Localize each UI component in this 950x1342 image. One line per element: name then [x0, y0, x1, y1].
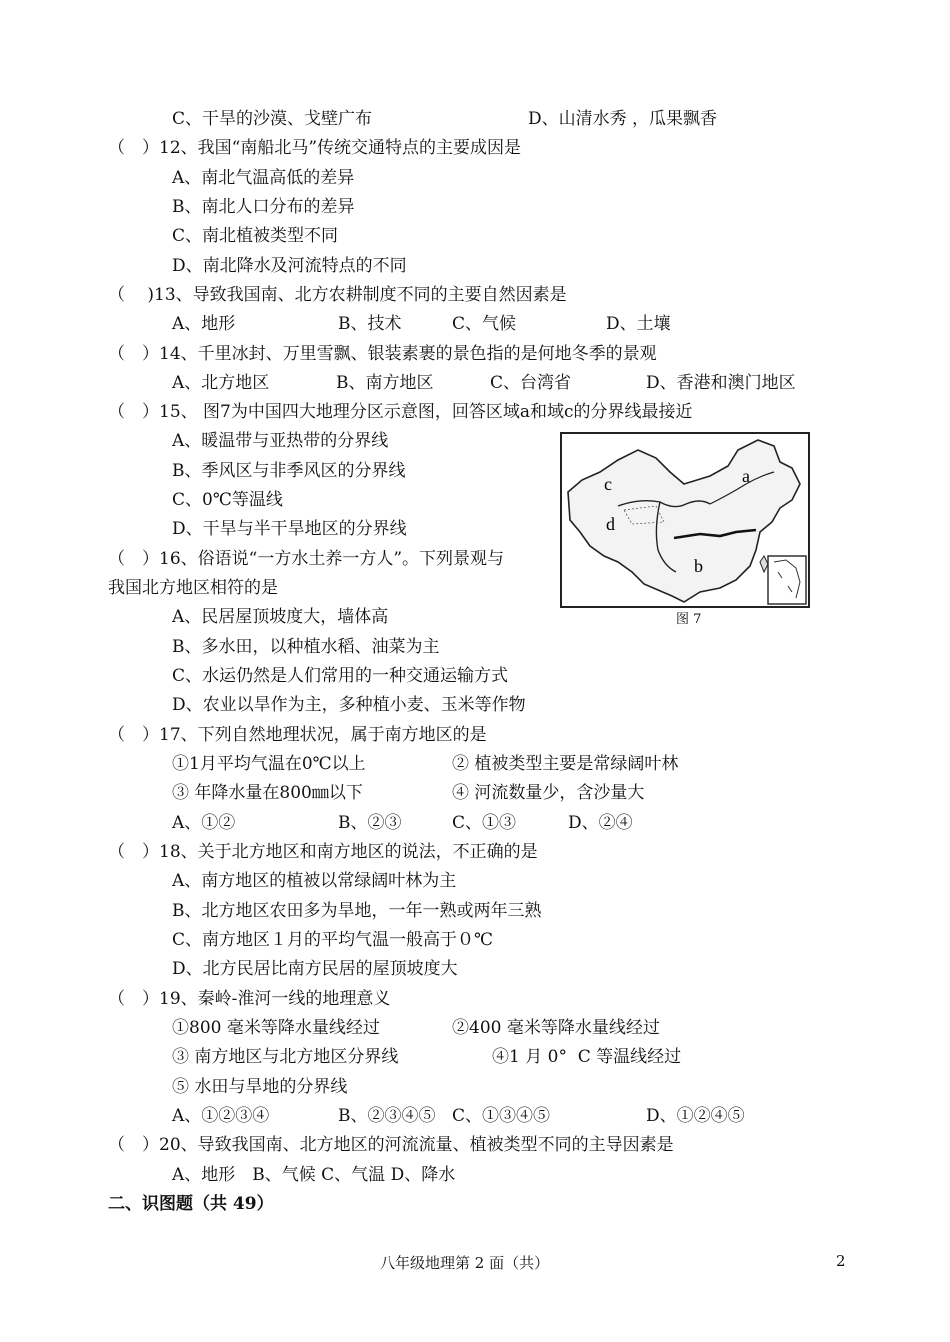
text-line: 我国北方地区相符的是: [108, 578, 278, 598]
text-line: D、农业以旱作为主，多种植小麦、玉米等作物: [172, 695, 526, 715]
map-caption: 图 7: [676, 612, 702, 627]
page-footer: 八年级地理第 2 面（共）: [380, 1254, 550, 1272]
text-line: A、南北气温高低的差异: [172, 168, 355, 188]
text-line: B、②③④⑤: [338, 1106, 436, 1126]
text-line: ①800 毫米等降水量线经过: [172, 1018, 380, 1038]
text-line: B、南北人口分布的差异: [172, 197, 355, 217]
text-line: （ ）16、俗语说“一方水土养一方人”。下列景观与: [108, 549, 505, 569]
map-label-d: d: [606, 514, 615, 534]
text-line: A、暖温带与亚热带的分界线: [172, 431, 389, 451]
text-line: D、北方民居比南方民居的屋顶坡度大: [172, 959, 458, 979]
section-heading: 二、识图题（共 49）: [108, 1194, 274, 1214]
text-line: B、季风区与非季风区的分界线: [172, 461, 406, 481]
text-line: A、地形: [172, 314, 236, 334]
text-line: （ ）20、导致我国南、北方地区的河流流量、植被类型不同的主导因素是: [108, 1135, 674, 1155]
text-line: ①1月平均气温在0℃以上: [172, 754, 366, 774]
text-line: ② 植被类型主要是常绿阔叶林: [452, 754, 679, 774]
map-label-c: c: [604, 474, 612, 494]
text-line: C、南北植被类型不同: [172, 226, 339, 246]
text-line: C、①③: [452, 813, 517, 833]
text-line: A、①②③④: [172, 1106, 270, 1126]
text-line: （ ）12、我国“南船北马”传统交通特点的主要成因是: [108, 138, 522, 158]
text-line: ③ 年降水量在800㎜以下: [172, 783, 363, 803]
text-line: A、北方地区: [172, 373, 270, 393]
text-line: （ ）17、下列自然地理状况，属于南方地区的是: [108, 725, 487, 745]
text-line: ④ 河流数量少，含沙量大: [452, 783, 645, 803]
text-line: C、①③④⑤: [452, 1106, 551, 1126]
text-line: ⑤ 水田与旱地的分界线: [172, 1077, 348, 1097]
text-line: （ )13、导致我国南、北方农耕制度不同的主要自然因素是: [108, 285, 567, 305]
map-label-b: b: [694, 556, 703, 576]
text-line: C、台湾省: [490, 373, 572, 393]
text-line: B、北方地区农田多为旱地，一年一熟或两年三熟: [172, 901, 542, 921]
text-line: B、多水田，以种植水稻、油菜为主: [172, 637, 440, 657]
text-line: A、民居屋顶坡度大，墙体高: [172, 607, 389, 627]
text-line: D、香港和澳门地区: [646, 373, 796, 393]
text-line: （ ）19、秦岭-淮河一线的地理意义: [108, 989, 391, 1009]
text-line: ②400 毫米等降水量线经过: [452, 1018, 660, 1038]
text-line: C、干旱的沙漠、戈壁广布: [172, 109, 373, 129]
text-line: （ ）15、 图7为中国四大地理分区示意图，回答区域a和域c的分界线最接近: [108, 402, 693, 422]
text-line: D、南北降水及河流特点的不同: [172, 256, 407, 276]
text-line: D、山清水秀 ，瓜果飘香: [528, 109, 718, 129]
text-line: C、水运仍然是人们常用的一种交通运输方式: [172, 666, 509, 686]
text-line: （ ）18、关于北方地区和南方地区的说法，不正确的是: [108, 842, 538, 862]
text-line: A、地形 B、气候 C、气温 D、降水: [172, 1165, 456, 1185]
text-line: B、南方地区: [336, 373, 434, 393]
text-line: （ ）14、千里冰封、万里雪飘、银装素裹的景色指的是何地冬季的景观: [108, 344, 657, 364]
text-line: ④1 月 0° C 等温线经过: [492, 1047, 682, 1067]
china-regions-map-figure: [560, 432, 810, 608]
text-line: D、②④: [568, 813, 633, 833]
text-line: C、南方地区１月的平均气温一般高于０℃: [172, 930, 494, 950]
text-line: A、南方地区的植被以常绿阔叶林为主: [172, 871, 457, 891]
text-line: B、技术: [338, 314, 402, 334]
text-line: D、干旱与半干旱地区的分界线: [172, 519, 407, 539]
text-line: ③ 南方地区与北方地区分界线: [172, 1047, 399, 1067]
text-line: D、土壤: [606, 314, 671, 334]
text-line: D、①②④⑤: [646, 1106, 745, 1126]
text-line: C、0℃等温线: [172, 490, 283, 510]
text-line: A、①②: [172, 813, 236, 833]
text-line: B、②③: [338, 813, 402, 833]
map-label-a: a: [742, 466, 750, 486]
page-number: 2: [836, 1252, 846, 1270]
text-line: C、气候: [452, 314, 517, 334]
